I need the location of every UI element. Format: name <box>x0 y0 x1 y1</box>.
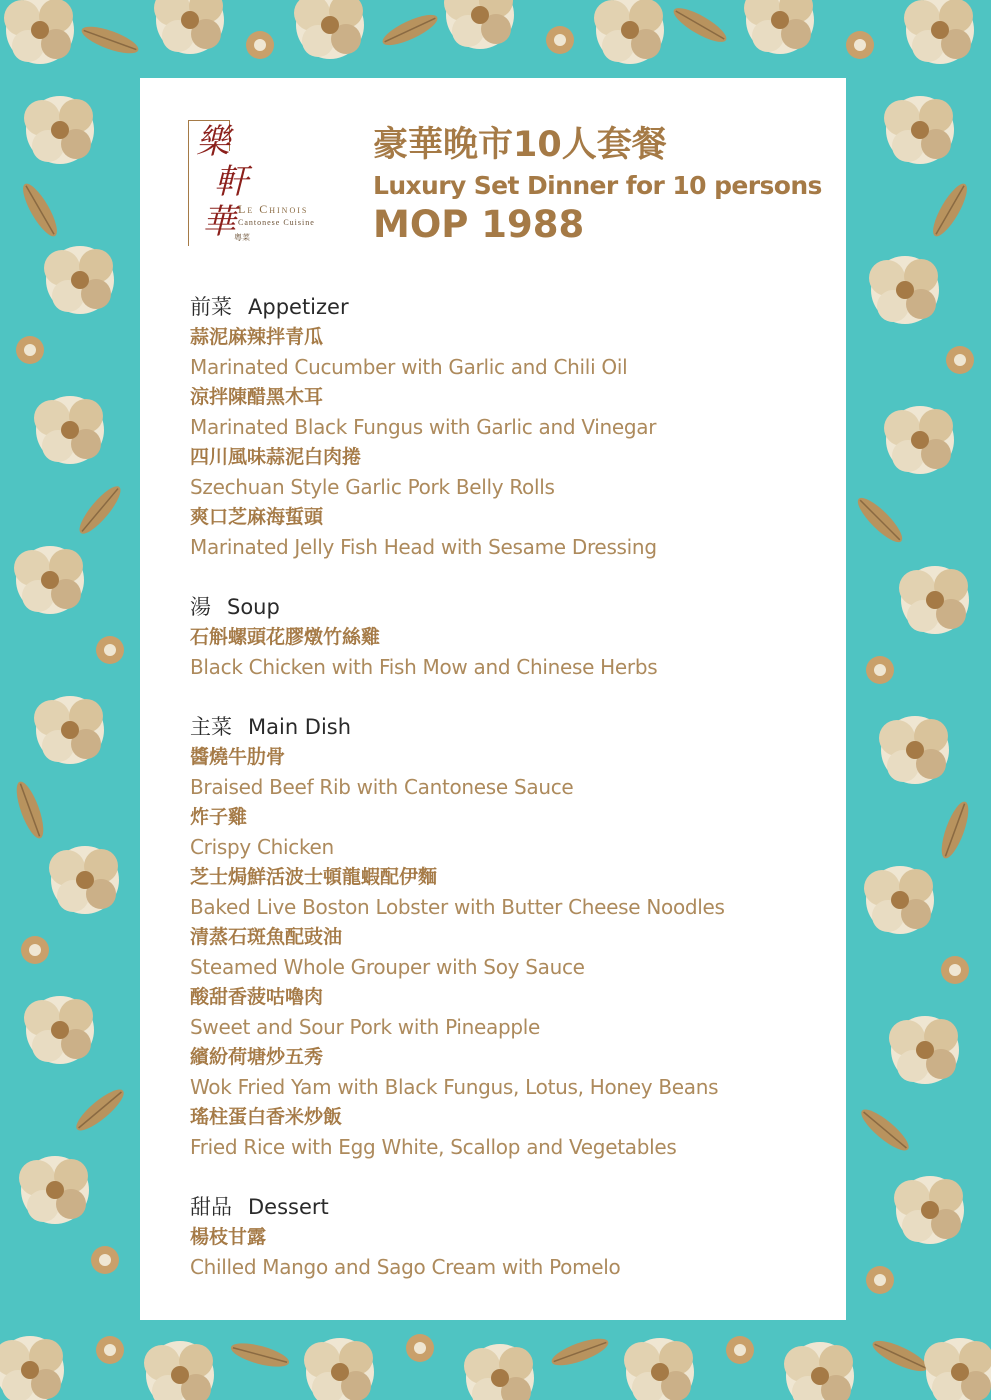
dish-name-en: Steamed Whole Grouper with Soy Sauce <box>190 955 585 979</box>
logo-seal: 粵菜 <box>234 233 250 242</box>
section-heading: 湯 Soup <box>190 595 280 619</box>
dish-name-en: Baked Live Boston Lobster with Butter Cheese Noodles <box>190 895 725 919</box>
section-dessert <box>190 1192 810 1282</box>
section-heading: 主菜 Main Dish <box>190 715 352 739</box>
section-appetizer <box>190 292 810 562</box>
dish-name-cn: 清蒸石斑魚配豉油 <box>190 926 343 948</box>
section-soup <box>190 592 810 682</box>
restaurant-logo <box>188 120 338 250</box>
dish-name-cn: 繽紛荷塘炒五秀 <box>190 1046 324 1068</box>
dish-name-cn: 涼拌陳醋黑木耳 <box>190 386 324 408</box>
logo-name: Le Chinois <box>238 202 309 216</box>
dish-name-en: Black Chicken with Fish Mow and Chinese Herbs <box>190 655 658 679</box>
menu-list <box>190 292 810 1312</box>
dish-name-en: Marinated Cucumber with Garlic and Chili Oil <box>190 355 628 379</box>
dish-name-cn: 芝士焗鮮活波士頓龍蝦配伊麵 <box>190 866 438 888</box>
dish-name-cn: 石斛螺頭花膠燉竹絲雞 <box>190 626 381 648</box>
section-heading: 前菜 Appetizer <box>190 295 349 319</box>
dish-name-en: Wok Fried Yam with Black Fungus, Lotus, Honey Beans <box>190 1075 719 1099</box>
dish-name-cn: 炸子雞 <box>190 806 248 828</box>
dish-name-en: Chilled Mango and Sago Cream with Pomelo <box>190 1255 621 1279</box>
dish-name-cn: 瑤柱蛋白香米炒飯 <box>190 1106 343 1128</box>
logo-subtitle: Cantonese Cuisine <box>238 218 315 227</box>
dish-name-en: Marinated Black Fungus with Garlic and Vinegar <box>190 415 657 439</box>
set-price: MOP 1988 <box>373 203 585 246</box>
menu-card <box>140 78 846 1320</box>
title-chinese: 豪華晚市10人套餐 <box>373 125 667 165</box>
dish-name-en: Sweet and Sour Pork with Pineapple <box>190 1015 541 1039</box>
dish-name-cn: 酸甜香菠咕嚕肉 <box>190 986 324 1008</box>
dish-name-en: Marinated Jelly Fish Head with Sesame Dressing <box>190 535 657 559</box>
dish-name-en: Fried Rice with Egg White, Scallop and Vegetables <box>190 1135 677 1159</box>
dish-name-en: Braised Beef Rib with Cantonese Sauce <box>190 775 574 799</box>
dish-name-cn: 蒜泥麻辣拌青瓜 <box>190 326 324 348</box>
dish-name-cn: 楊枝甘露 <box>190 1226 267 1248</box>
dish-name-en: Szechuan Style Garlic Pork Belly Rolls <box>190 475 555 499</box>
dish-name-cn: 醬燒牛肋骨 <box>190 746 286 768</box>
section-heading: 甜品 Dessert <box>190 1195 329 1219</box>
title-english: Luxury Set Dinner for 10 persons <box>373 171 822 200</box>
section-main-dish <box>190 712 810 1162</box>
logo-calligraphy: 樂 軒 華 <box>196 122 248 242</box>
dish-name-cn: 四川風味蒜泥白肉捲 <box>190 446 362 468</box>
dish-name-cn: 爽口芝麻海蜇頭 <box>190 506 324 528</box>
dish-name-en: Crispy Chicken <box>190 835 334 859</box>
